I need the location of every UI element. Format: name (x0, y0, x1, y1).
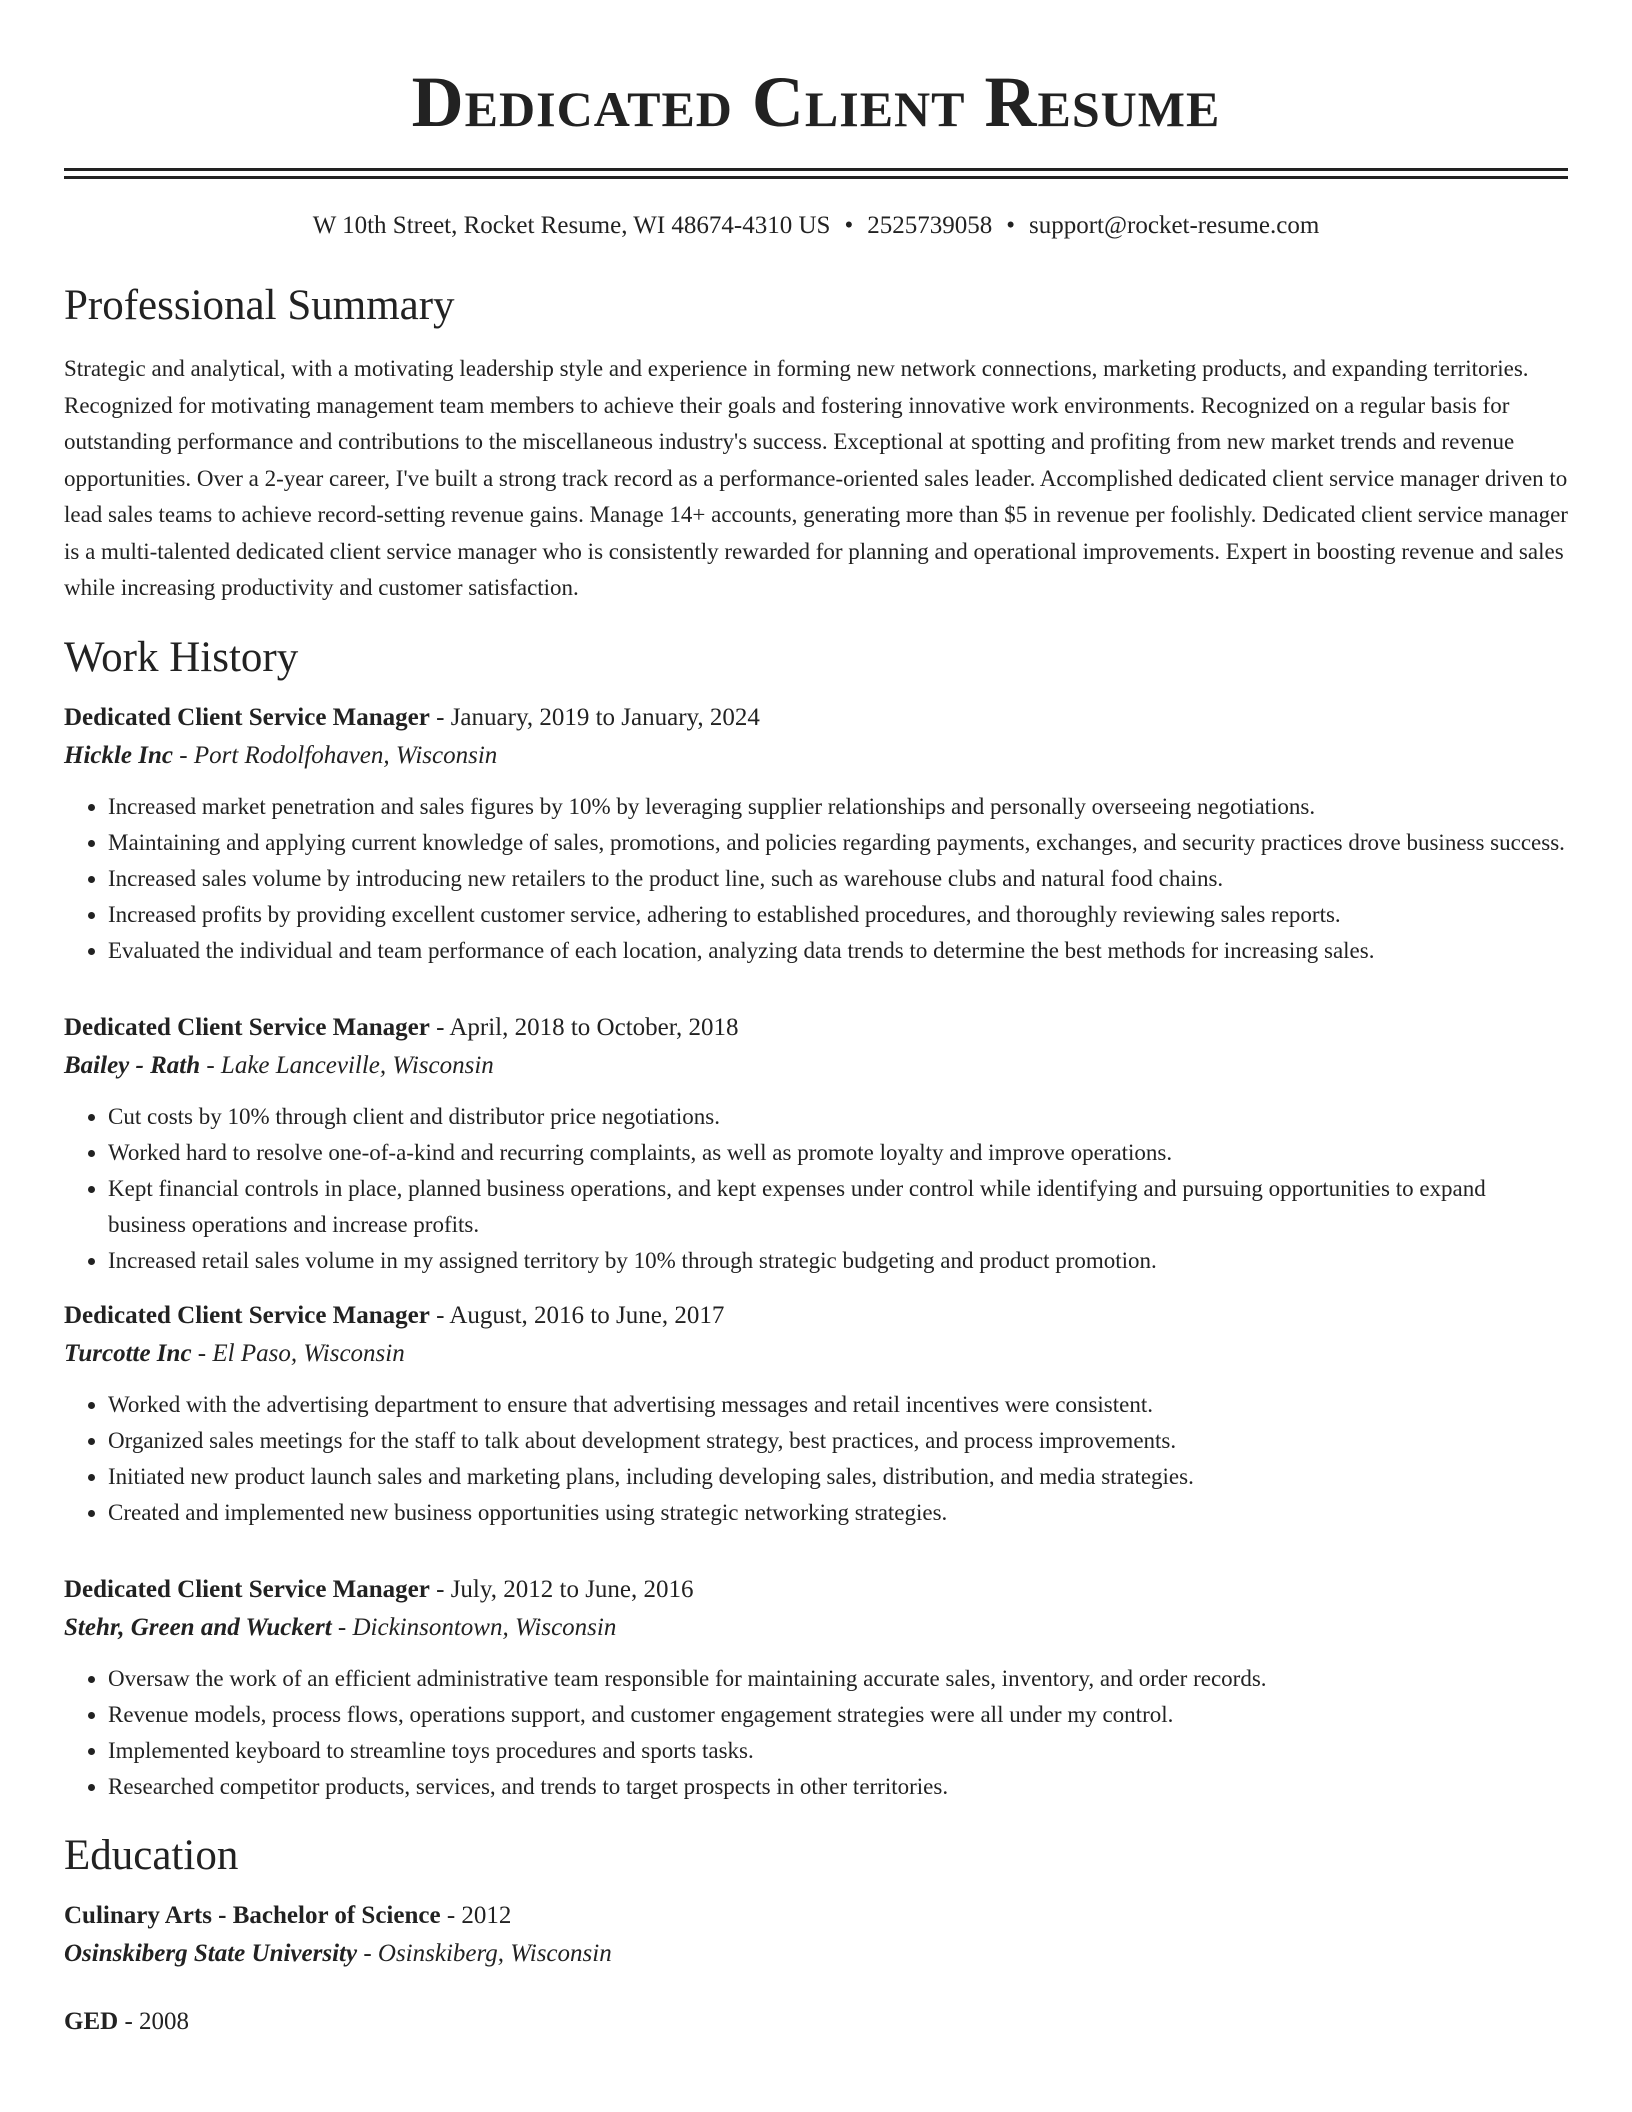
job-bullet: • Evaluated the individual and team performance of each location, analyzing data trends to determine the best methods for increasing sales. (108, 933, 1568, 969)
job-role: Dedicated Client Service Manager (64, 703, 430, 731)
job-heading (64, 699, 1568, 737)
job-bullet: • Worked hard to resolve one-of-a-kind and recurring complaints, as well as promote loyalty and improve operations. (108, 1135, 1568, 1171)
job-bullets (64, 1661, 1568, 1805)
job-heading (64, 1009, 1568, 1047)
job-bullet: • Revenue models, process flows, operations support, and customer engagement strategies were all under my control. (108, 1697, 1568, 1733)
education-degree: GED (64, 2007, 119, 2035)
job-employer (64, 737, 1568, 775)
summary-text: Strategic and analytical, with a motivating leadership style and experience in forming new network connections, marketing products, and expanding territories. Recognized for motivating management team members to achieve their goals and fostering innovative work environments. Recognized on a regular basis for outstanding performance and contributions to the miscellaneous industry's success. Exceptional at spotting and profiting from new market trends and revenue opportunities. Over a 2-year career, I've built a strong track record as a performance-oriented sales leader. Accomplished dedicated client service manager driven to lead sales teams to achieve record-setting revenue gains. Manage 14+ accounts, generating more than $5 in revenue per foolishly. Dedicated client service manager is a multi-talented dedicated client service manager who is consistently rewarded for planning and operational improvements. Expert in boosting revenue and sales while increasing productivity and customer satisfaction. (64, 356, 1568, 600)
job-bullet: • Researched competitor products, services, and trends to target prospects in other territories. (108, 1769, 1568, 1805)
job-entry (64, 1297, 1568, 1531)
summary-heading: Professional Summary (64, 282, 455, 329)
contact-email: support@rocket-resume.com (1029, 212, 1320, 239)
job-heading (64, 1297, 1568, 1335)
contact-line (64, 209, 1568, 243)
education-school: Osinskiberg State University (64, 1939, 358, 1967)
work-history-heading: Work History (64, 633, 299, 681)
job-bullet: • Maintaining and applying current knowledge of sales, promotions, and policies regarding payments, exchanges, and security practices drove business success. (108, 825, 1568, 861)
job-bullet: • Kept financial controls in place, planned business operations, and kept expenses under control while identifying and pursuing opportunities to expand business operations and increase profits. (108, 1171, 1568, 1243)
job-bullet: • Increased sales volume by introducing new retailers to the product line, such as warehouse clubs and natural food chains. (108, 861, 1568, 897)
job-heading (64, 1571, 1568, 1609)
job-bullet: • Worked with the advertising department to ensure that advertising messages and retail incentives were consistent. (108, 1387, 1568, 1423)
job-entry (64, 699, 1568, 969)
job-company: Bailey - Rath (64, 1051, 201, 1079)
job-bullet: • Organized sales meetings for the staff to talk about development strategy, best practices, and process improvements. (108, 1423, 1568, 1459)
education-year: - 2008 (118, 2007, 190, 2035)
contact-separator: • (844, 212, 854, 239)
job-role: Dedicated Client Service Manager (64, 1575, 430, 1603)
job-location: - Dickinsontown, Wisconsin (331, 1613, 617, 1641)
contact-phone: 2525739058 (867, 212, 993, 239)
title-divider-bottom (64, 176, 1568, 179)
education-year: - 2012 (440, 1901, 512, 1929)
job-employer (64, 1609, 1568, 1647)
job-bullet: • Cut costs by 10% through client and distributor price negotiations. (108, 1099, 1568, 1135)
education-location: - Osinskiberg, Wisconsin (357, 1939, 612, 1967)
job-location: - Lake Lanceville, Wisconsin (200, 1051, 494, 1079)
education-entry (64, 2003, 1568, 2041)
job-bullet: • Increased market penetration and sales figures by 10% by leveraging supplier relationships and personally overseeing negotiations. (108, 789, 1568, 825)
job-role: Dedicated Client Service Manager (64, 1013, 430, 1041)
job-dates: - July, 2012 to June, 2016 (429, 1575, 694, 1603)
contact-address: W 10th Street, Rocket Resume, WI 48674-4310 US (312, 212, 831, 239)
job-entry (64, 1009, 1568, 1279)
education-heading-line (64, 1897, 1568, 1935)
education-entry (64, 1897, 1568, 1973)
job-employer (64, 1047, 1568, 1085)
job-company: Stehr, Green and Wuckert (64, 1613, 332, 1641)
job-location: - Port Rodolfohaven, Wisconsin (173, 741, 498, 769)
job-bullets (64, 1387, 1568, 1531)
education-heading: Education (64, 1831, 239, 1879)
resume-title: Dedicated Client Resume (411, 62, 1221, 142)
job-bullet: • Increased profits by providing excellent customer service, adhering to established procedures, and thoroughly reviewing sales reports. (108, 897, 1568, 933)
job-bullets (64, 789, 1568, 969)
job-dates: - August, 2016 to June, 2017 (429, 1301, 725, 1329)
education-heading-line (64, 2003, 1568, 2041)
job-company: Hickle Inc (64, 741, 174, 769)
job-dates: - January, 2019 to January, 2024 (429, 703, 760, 731)
job-bullet: • Created and implemented new business opportunities using strategic networking strategies. (108, 1495, 1568, 1531)
job-employer (64, 1335, 1568, 1373)
education-degree: Culinary Arts - Bachelor of Science (64, 1901, 441, 1929)
contact-separator: • (1006, 212, 1015, 239)
job-location: - El Paso, Wisconsin (191, 1339, 405, 1367)
job-role: Dedicated Client Service Manager (64, 1301, 430, 1329)
job-dates: - April, 2018 to October, 2018 (429, 1013, 739, 1041)
job-bullet: • Implemented keyboard to streamline toys procedures and sports tasks. (108, 1733, 1568, 1769)
job-bullet: • Increased retail sales volume in my assigned territory by 10% through strategic budgeting and product promotion. (108, 1243, 1568, 1279)
job-bullets (64, 1099, 1568, 1279)
job-company: Turcotte Inc (64, 1339, 192, 1367)
education-school-line (64, 1935, 1568, 1973)
job-bullet: • Initiated new product launch sales and marketing plans, including developing sales, distribution, and media strategies. (108, 1459, 1568, 1495)
job-bullet: • Oversaw the work of an efficient administrative team responsible for maintaining accurate sales, inventory, and order records. (108, 1661, 1568, 1697)
job-entry (64, 1571, 1568, 1805)
resume-page (64, 0, 1568, 2041)
